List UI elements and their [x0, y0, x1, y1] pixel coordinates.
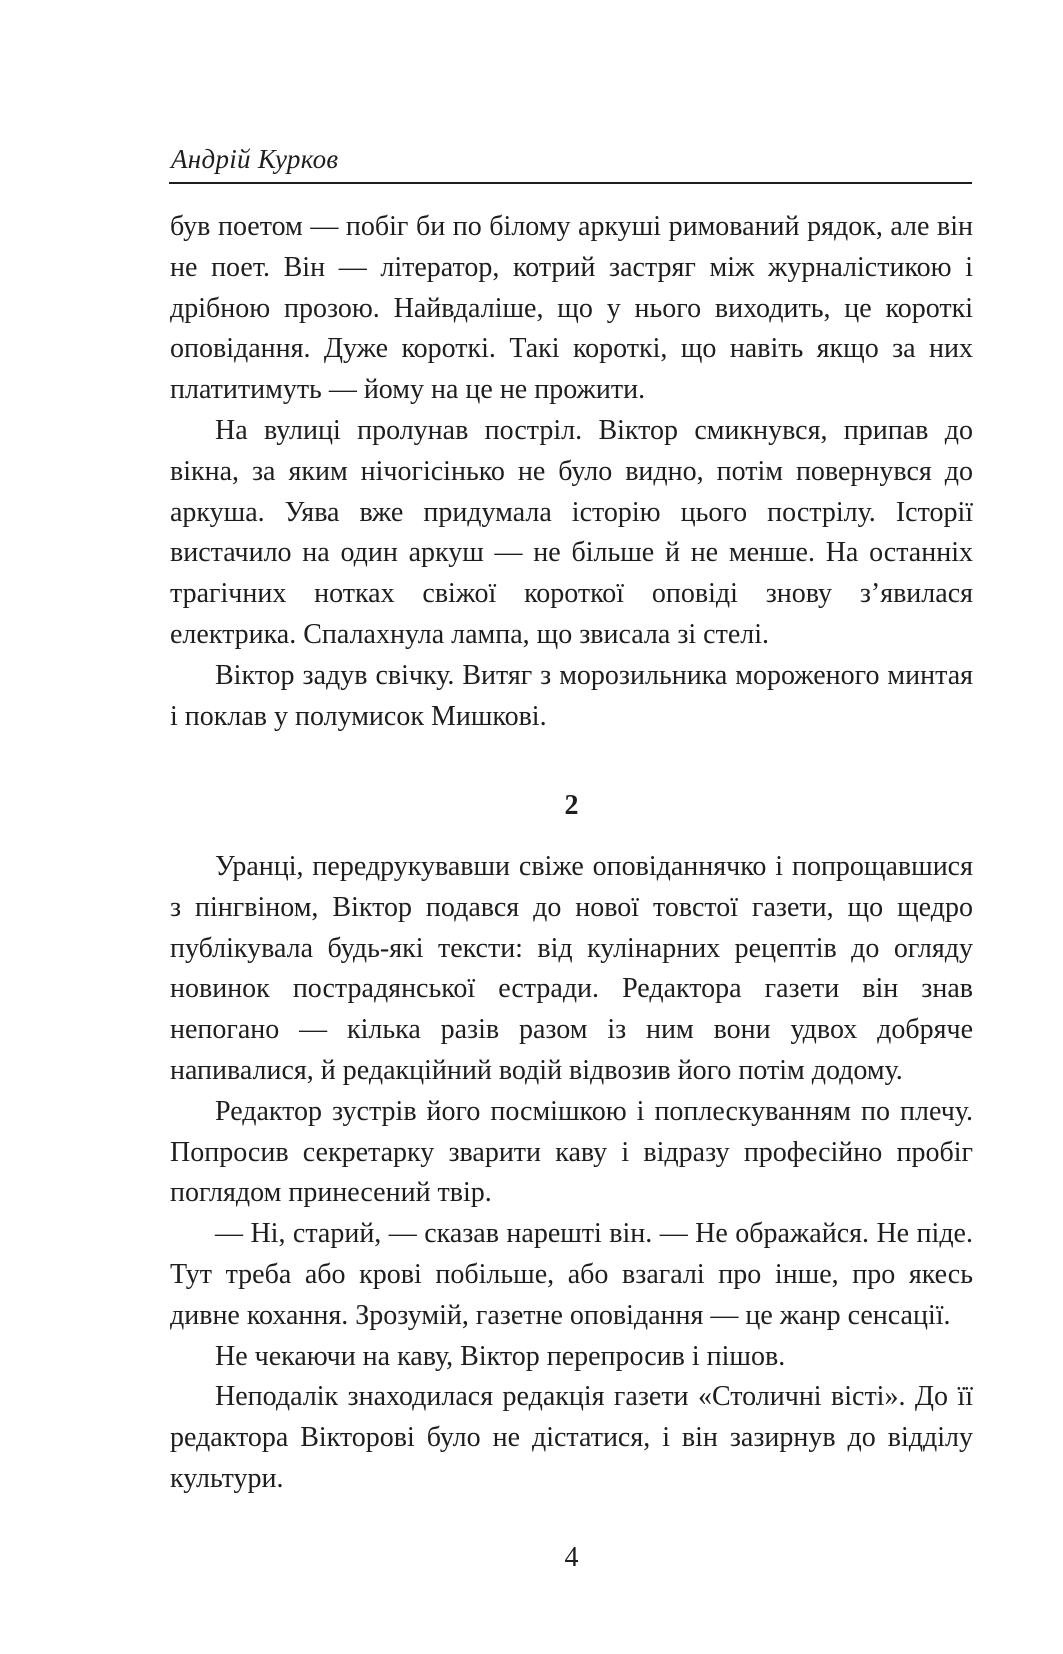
paragraph-continued: був поетом — побіг би по білому аркуші римований рядок, але він не поет. Він — літератор, котрий застряг між журналістикою і дрібною прозою. Найвдаліше, що у нього виходить, це короткі оповідання. Дуже короткі. Такі короткі, що навіть якщо за них платитимуть — йому на це не прожити.: [170, 211, 973, 406]
running-head-author: Андрій Курков: [171, 144, 339, 174]
page-number: 4: [564, 1542, 579, 1573]
text-block-section-2: [170, 847, 973, 1500]
paragraph: Редактор зустрів його посмішкою і поплескуванням по плечу. Попросив секретарку зварити каву і відразу професійно пробіг поглядом принесений твір.: [170, 1095, 973, 1209]
paragraph: Не чекаючи на каву, Віктор перепросив і пішов.: [215, 1340, 786, 1372]
chapter-number: 2: [564, 790, 579, 821]
header-rule: [169, 182, 972, 184]
paragraph: Неподалік знаходилася редакція газети «Столичні вісті». До її редактора Вікторові було не дістатися, і він зазирнув до відділу культури.: [170, 1381, 973, 1494]
paragraph: На вулиці пролунав постріл. Віктор смикнувся, припав до вікна, за яким нічогісінько не було видно, потім повернувся до аркуша. Уява вже придумала історію цього пострілу. Історії вистачило на один аркуш — не більше й не менше. На останніх трагічних нотках свіжої короткої оповіді знову з’явилася електрика. Спалахнула лампа, що звисала зі стелі.: [170, 414, 973, 650]
paragraph: Віктор задув свічку. Витяг з морозильника мороженого минтая і поклав у полумисок Мишкові.: [170, 659, 973, 732]
text-block-section-1: [170, 207, 973, 737]
paragraph-dialogue: — Ні, старий, — сказав нарешті він. — Не ображайся. Не піде. Тут треба або крові побільше, або взагалі про інше, про якесь дивне кохання. Зрозумій, газетне оповідання — це жанр сенсації.: [170, 1218, 973, 1331]
paragraph: Уранці, передрукувавши свіже оповіданнячко і попрощавшися з пінгвіном, Віктор подався до нової товстої газети, що щедро публікувала будь-які тексти: від кулінарних рецептів до огляду новинок пострадянської естради. Редактора газети він знав непогано — кілька разів разом із ним вони удвох добряче напивалися, й редакційний водій відвозив його потім додому.: [170, 851, 973, 1086]
